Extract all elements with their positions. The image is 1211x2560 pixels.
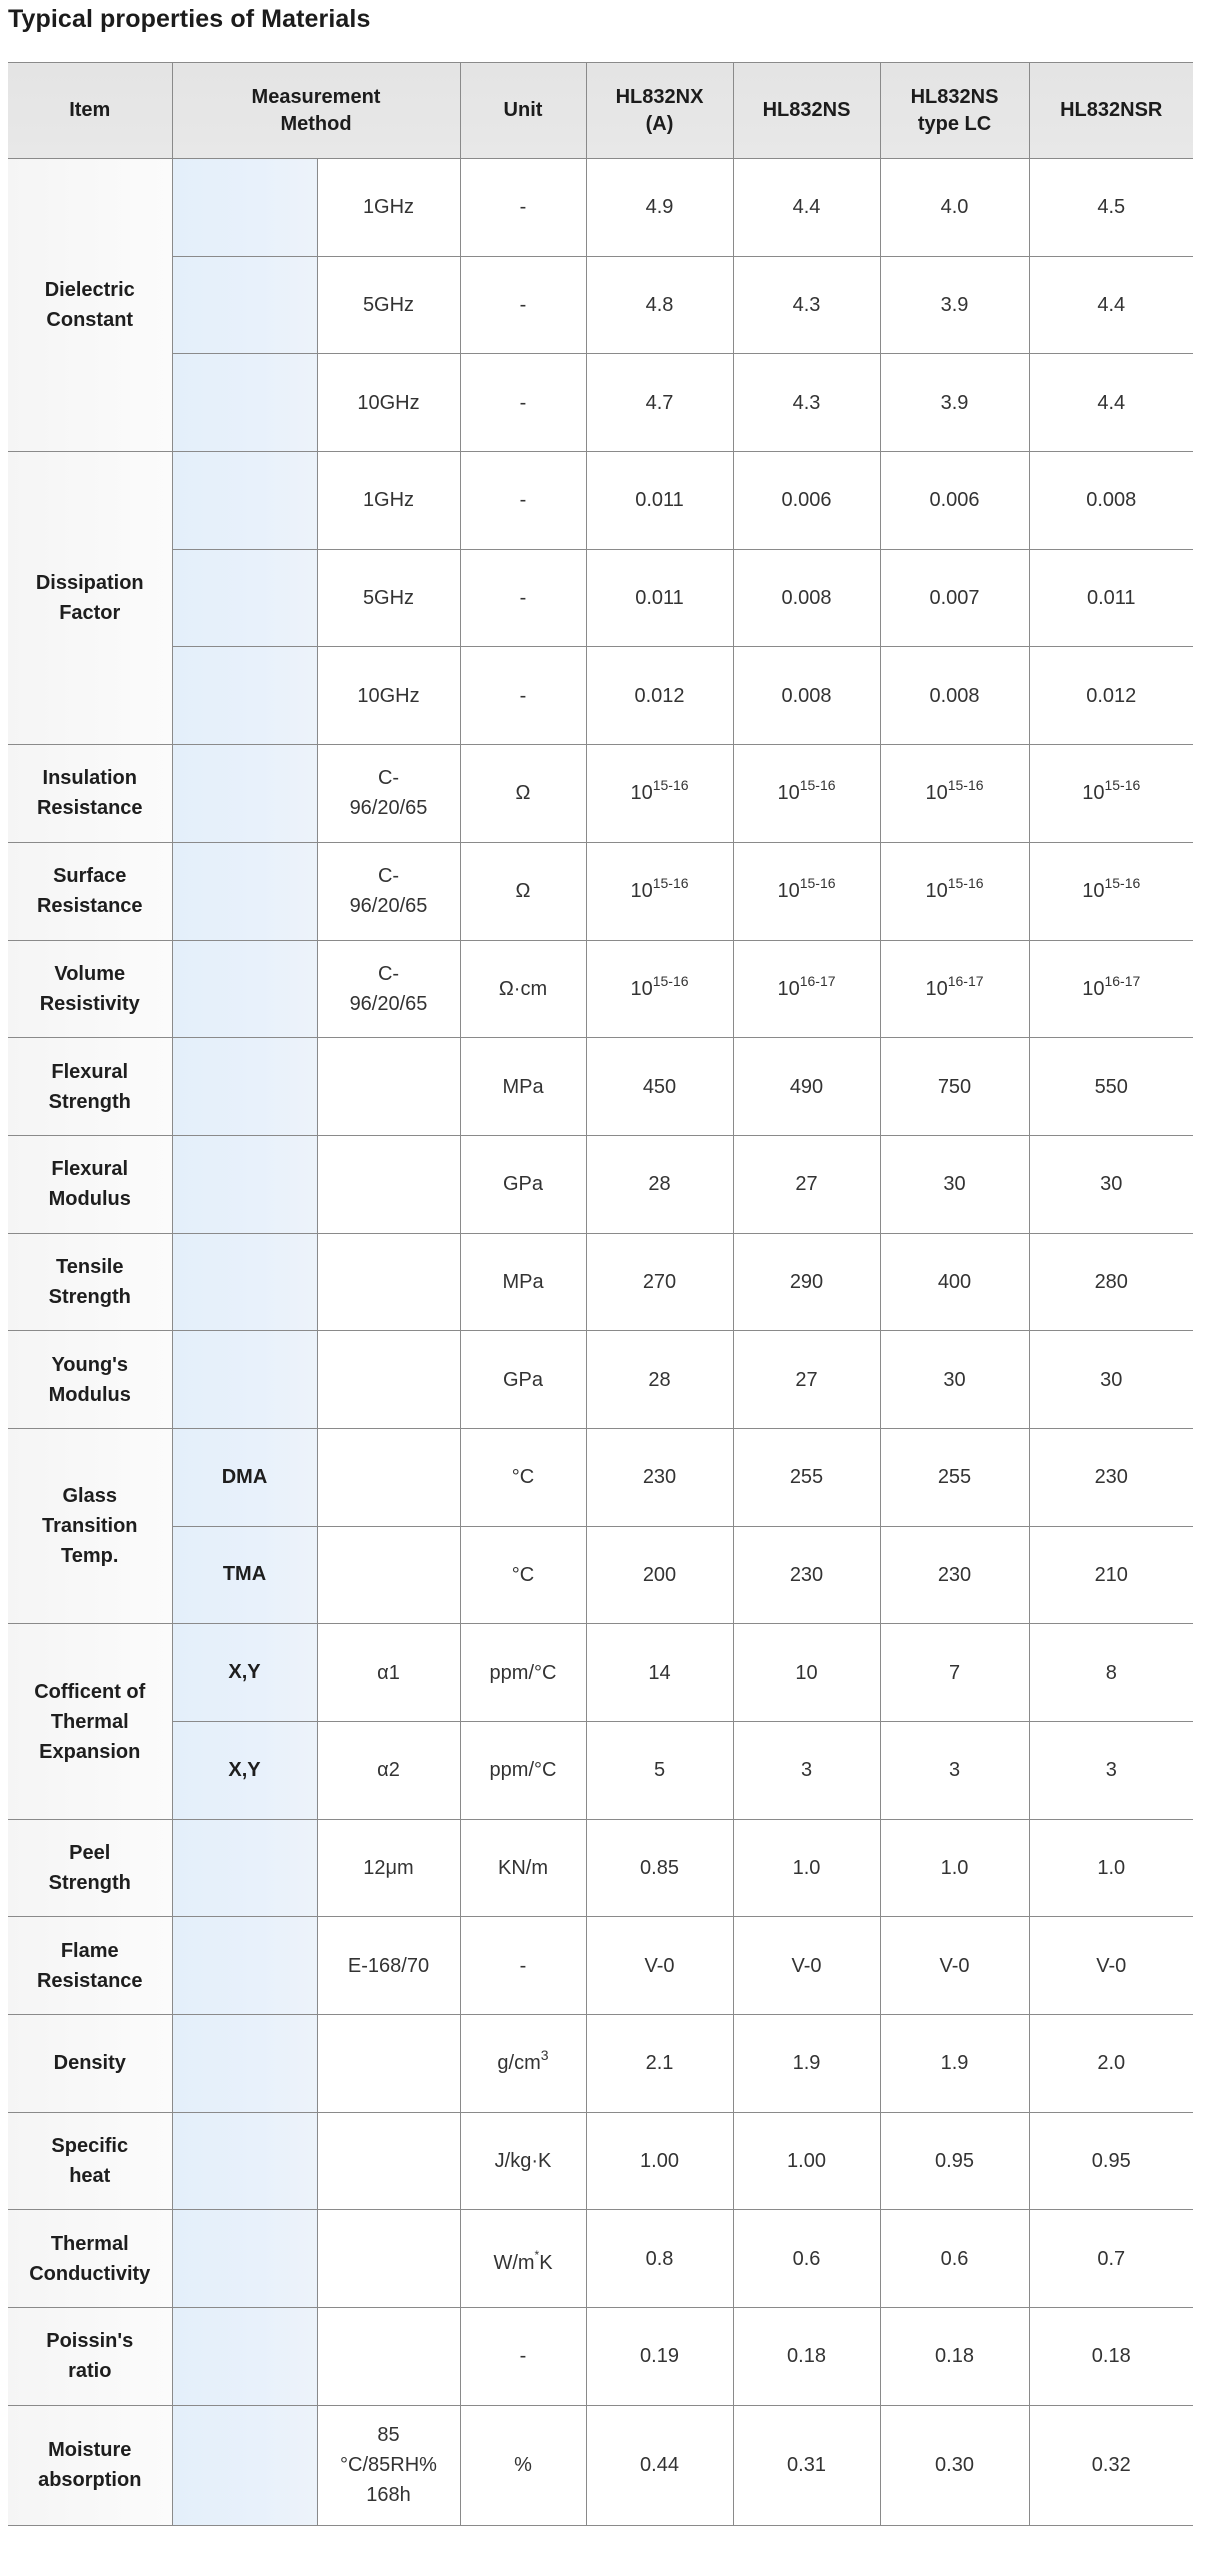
unit-cell: °C — [460, 1428, 586, 1526]
table-row — [8, 2405, 1193, 2525]
value-cell: 0.8 — [586, 2210, 733, 2308]
item-flexural-modulus: Flexural Modulus — [8, 1135, 172, 1233]
table-row — [8, 1526, 1193, 1624]
value-cell: 10$^{15-16}$ — [586, 745, 733, 843]
value-cell: 8 — [1029, 1624, 1193, 1722]
method-cell: C- 96/20/65 — [317, 745, 460, 843]
item-surface-resistance: Surface Resistance — [8, 842, 172, 940]
value-cell: 230 — [586, 1428, 733, 1526]
value-cell: 0.008 — [1029, 452, 1193, 550]
table-row — [8, 1917, 1193, 2015]
value-cell: 4.0 — [880, 159, 1029, 257]
method-cell — [317, 1135, 460, 1233]
table-row — [8, 1722, 1193, 1820]
method-cell: α1 — [317, 1624, 460, 1722]
method-cell: 10GHz — [317, 647, 460, 745]
method-cell: 5GHz — [317, 549, 460, 647]
value-cell: 3.9 — [880, 256, 1029, 354]
sub-method — [172, 2405, 317, 2525]
value-cell: 200 — [586, 1526, 733, 1624]
value-cell: 10 — [733, 1624, 880, 1722]
method-cell: E-168/70 — [317, 1917, 460, 2015]
sub-method — [172, 1038, 317, 1136]
value-cell: 0.011 — [586, 452, 733, 550]
unit-cell: W/m*K — [460, 2210, 586, 2308]
value-cell: 27 — [733, 1331, 880, 1429]
method-cell: 85 °C/85RH% 168h — [317, 2405, 460, 2525]
unit-cell: - — [460, 159, 586, 257]
properties-table — [8, 62, 1193, 2526]
value-cell: 10$^{15-16}$ — [1029, 745, 1193, 843]
value-cell: 0.008 — [733, 647, 880, 745]
value-cell: 7 — [880, 1624, 1029, 1722]
method-cell — [317, 2112, 460, 2210]
sub-method — [172, 940, 317, 1038]
value-cell: 10$^{15-16}$ — [733, 842, 880, 940]
value-cell: 4.7 — [586, 354, 733, 452]
header-product-hl832nsr — [1029, 63, 1193, 159]
value-cell: V-0 — [733, 1917, 880, 2015]
table-row — [8, 2210, 1193, 2308]
value-cell: 255 — [880, 1428, 1029, 1526]
value-cell: 4.5 — [1029, 159, 1193, 257]
method-cell — [317, 2210, 460, 2308]
item-thermal-expansion: Cofficent of Thermal Expansion — [8, 1624, 172, 1819]
value-cell: 2.1 — [586, 2015, 733, 2113]
page-title: Typical properties of Materials — [8, 5, 371, 33]
unit-cell: $g/cm^3$ — [460, 2015, 586, 2113]
value-cell: 0.18 — [1029, 2308, 1193, 2406]
value-cell: 1.0 — [733, 1819, 880, 1917]
value-cell: 30 — [1029, 1331, 1193, 1429]
unit-cell: ppm/°C — [460, 1722, 586, 1820]
value-cell: 490 — [733, 1038, 880, 1136]
table-row — [8, 354, 1193, 452]
sub-method — [172, 1917, 317, 2015]
sub-method — [172, 2210, 317, 2308]
sub-method — [172, 354, 317, 452]
method-cell — [317, 2015, 460, 2113]
value-cell: 0.008 — [880, 647, 1029, 745]
value-cell: 0.012 — [1029, 647, 1193, 745]
table-row — [8, 1331, 1193, 1429]
sub-method — [172, 1233, 317, 1331]
value-cell: 230 — [1029, 1428, 1193, 1526]
value-cell: 0.6 — [733, 2210, 880, 2308]
value-cell: 255 — [733, 1428, 880, 1526]
value-cell: 0.30 — [880, 2405, 1029, 2525]
sub-method-xy: X,Y — [172, 1624, 317, 1722]
sub-method-dma: DMA — [172, 1428, 317, 1526]
method-cell — [317, 2308, 460, 2406]
value-cell: 0.18 — [880, 2308, 1029, 2406]
value-cell: 450 — [586, 1038, 733, 1136]
method-cell: α2 — [317, 1722, 460, 1820]
value-cell: 0.006 — [880, 452, 1029, 550]
sub-method — [172, 2112, 317, 2210]
value-cell: 2.0 — [1029, 2015, 1193, 2113]
value-cell: 4.4 — [1029, 256, 1193, 354]
value-cell: 270 — [586, 1233, 733, 1331]
value-cell: 0.011 — [1029, 549, 1193, 647]
table-row — [8, 256, 1193, 354]
header-item: Item — [8, 63, 172, 159]
item-insulation-resistance: Insulation Resistance — [8, 745, 172, 843]
product-name: HL832NS — [910, 85, 999, 108]
value-cell: 1.0 — [1029, 1819, 1193, 1917]
method-cell: 10GHz — [317, 354, 460, 452]
table-row — [8, 745, 1193, 843]
sub-method — [172, 2015, 317, 2113]
value-cell: 750 — [880, 1038, 1029, 1136]
value-cell: 550 — [1029, 1038, 1193, 1136]
product-variant: type LC — [917, 112, 992, 135]
value-cell: 0.012 — [586, 647, 733, 745]
value-cell: 10$^{15-16}$ — [586, 940, 733, 1038]
value-cell: 10$^{15-16}$ — [586, 842, 733, 940]
sub-method — [172, 1331, 317, 1429]
value-cell: 0.44 — [586, 2405, 733, 2525]
product-name: HL832NS — [762, 99, 851, 121]
item-dielectric-constant: Dielectric Constant — [8, 159, 172, 452]
value-cell: 14 — [586, 1624, 733, 1722]
method-cell: 5GHz — [317, 256, 460, 354]
unit-cell: - — [460, 256, 586, 354]
value-cell: V-0 — [1029, 1917, 1193, 2015]
value-cell: 3.9 — [880, 354, 1029, 452]
value-cell: 4.4 — [733, 159, 880, 257]
unit-cell: % — [460, 2405, 586, 2525]
product-variant: (A) — [645, 112, 674, 135]
table-row — [8, 1819, 1193, 1917]
value-cell: 0.7 — [1029, 2210, 1193, 2308]
method-cell — [317, 1233, 460, 1331]
method-cell — [317, 1038, 460, 1136]
sub-method — [172, 647, 317, 745]
value-cell: 30 — [880, 1331, 1029, 1429]
item-glass-transition-temp: Glass Transition Temp. — [8, 1428, 172, 1623]
table-row — [8, 2112, 1193, 2210]
value-cell: 0.31 — [733, 2405, 880, 2525]
table-row — [8, 1038, 1193, 1136]
table-row — [8, 842, 1193, 940]
item-tensile-strength: Tensile Strength — [8, 1233, 172, 1331]
value-cell: 3 — [733, 1722, 880, 1820]
header-row — [8, 63, 1193, 159]
value-cell: 1.9 — [733, 2015, 880, 2113]
value-cell: 0.95 — [1029, 2112, 1193, 2210]
value-cell: 3 — [1029, 1722, 1193, 1820]
unit-cell: - — [460, 549, 586, 647]
item-poissons-ratio: Poissin's ratio — [8, 2308, 172, 2406]
method-cell — [317, 1331, 460, 1429]
value-cell: 1.0 — [880, 1819, 1029, 1917]
value-cell: 400 — [880, 1233, 1029, 1331]
unit-cell: Ω — [460, 745, 586, 843]
value-cell: 10$^{15-16}$ — [880, 745, 1029, 843]
product-name: HL832NX — [615, 85, 704, 108]
table-row — [8, 2308, 1193, 2406]
method-cell: C- 96/20/65 — [317, 940, 460, 1038]
sub-method — [172, 549, 317, 647]
value-cell: 230 — [880, 1526, 1029, 1624]
item-volume-resistivity: Volume Resistivity — [8, 940, 172, 1038]
value-cell: 4.9 — [586, 159, 733, 257]
header-unit: Unit — [460, 63, 586, 159]
item-peel-strength: Peel Strength — [8, 1819, 172, 1917]
header-product-hl832ns — [733, 63, 880, 159]
item-flame-resistance: Flame Resistance — [8, 1917, 172, 2015]
value-cell: 28 — [586, 1331, 733, 1429]
value-cell: V-0 — [586, 1917, 733, 2015]
unit-cell: GPa — [460, 1331, 586, 1429]
header-measurement-method — [172, 63, 460, 159]
table-row — [8, 1428, 1193, 1526]
item-specific-heat: Specific heat — [8, 2112, 172, 2210]
value-cell: 10$^{16-17}$ — [733, 940, 880, 1038]
value-cell: 4.8 — [586, 256, 733, 354]
value-cell: 4.3 — [733, 354, 880, 452]
value-cell: 0.32 — [1029, 2405, 1193, 2525]
item-moisture-absorption: Moisture absorption — [8, 2405, 172, 2525]
value-cell: 10$^{15-16}$ — [733, 745, 880, 843]
value-cell: V-0 — [880, 1917, 1029, 2015]
unit-cell: MPa — [460, 1038, 586, 1136]
header-method-line2: Method — [280, 112, 352, 135]
sub-method — [172, 2308, 317, 2406]
table-row — [8, 452, 1193, 550]
value-cell: 0.011 — [586, 549, 733, 647]
unit-cell: Ω — [460, 842, 586, 940]
item-youngs-modulus: Young's Modulus — [8, 1331, 172, 1429]
sub-method — [172, 1135, 317, 1233]
header-product-hl832ns-lc — [880, 63, 1029, 159]
table-row — [8, 940, 1193, 1038]
table-row — [8, 1135, 1193, 1233]
value-cell: 4.4 — [1029, 354, 1193, 452]
item-thermal-conductivity: Thermal Conductivity — [8, 2210, 172, 2308]
header-method-line1: Measurement — [251, 85, 381, 108]
value-cell: 10$^{16-17}$ — [880, 940, 1029, 1038]
sub-method-tma: TMA — [172, 1526, 317, 1624]
value-cell: 0.007 — [880, 549, 1029, 647]
value-cell: 0.18 — [733, 2308, 880, 2406]
value-cell: 290 — [733, 1233, 880, 1331]
table-row — [8, 2015, 1193, 2113]
header-product-hl832nx — [586, 63, 733, 159]
sub-method-xy: X,Y — [172, 1722, 317, 1820]
value-cell: 210 — [1029, 1526, 1193, 1624]
value-cell: 28 — [586, 1135, 733, 1233]
method-cell — [317, 1428, 460, 1526]
value-cell: 1.00 — [586, 2112, 733, 2210]
table-row — [8, 1624, 1193, 1722]
unit-cell: J/kg·K — [460, 2112, 586, 2210]
table-row — [8, 549, 1193, 647]
sub-method — [172, 256, 317, 354]
value-cell: 10$^{15-16}$ — [1029, 842, 1193, 940]
unit-cell: ppm/°C — [460, 1624, 586, 1722]
value-cell: 10$^{16-17}$ — [1029, 940, 1193, 1038]
sub-method — [172, 159, 317, 257]
value-cell: 30 — [1029, 1135, 1193, 1233]
unit-cell: - — [460, 2308, 586, 2406]
value-cell: 1.00 — [733, 2112, 880, 2210]
method-cell — [317, 1526, 460, 1624]
method-cell: 12μm — [317, 1819, 460, 1917]
value-cell: 30 — [880, 1135, 1029, 1233]
unit-cell: - — [460, 647, 586, 745]
unit-cell: MPa — [460, 1233, 586, 1331]
method-cell: 1GHz — [317, 452, 460, 550]
sub-method — [172, 745, 317, 843]
method-cell: 1GHz — [317, 159, 460, 257]
item-flexural-strength: Flexural Strength — [8, 1038, 172, 1136]
unit-cell: KN/m — [460, 1819, 586, 1917]
value-cell: 0.85 — [586, 1819, 733, 1917]
value-cell: 0.95 — [880, 2112, 1029, 2210]
value-cell: 10$^{15-16}$ — [880, 842, 1029, 940]
unit-cell: GPa — [460, 1135, 586, 1233]
value-cell: 0.008 — [733, 549, 880, 647]
table-row — [8, 647, 1193, 745]
value-cell: 5 — [586, 1722, 733, 1820]
method-cell: C- 96/20/65 — [317, 842, 460, 940]
value-cell: 3 — [880, 1722, 1029, 1820]
table-row — [8, 159, 1193, 257]
unit-cell: - — [460, 1917, 586, 2015]
unit-cell: Ω·cm — [460, 940, 586, 1038]
value-cell: 0.006 — [733, 452, 880, 550]
unit-cell: °C — [460, 1526, 586, 1624]
unit-cell: - — [460, 354, 586, 452]
value-cell: 1.9 — [880, 2015, 1029, 2113]
value-cell: 0.6 — [880, 2210, 1029, 2308]
table-row — [8, 1233, 1193, 1331]
item-dissipation-factor: Dissipation Factor — [8, 452, 172, 745]
sub-method — [172, 842, 317, 940]
value-cell: 4.3 — [733, 256, 880, 354]
sub-method — [172, 1819, 317, 1917]
sub-method — [172, 452, 317, 550]
product-name: HL832NSR — [1060, 99, 1163, 121]
unit-cell: - — [460, 452, 586, 550]
value-cell: 280 — [1029, 1233, 1193, 1331]
item-density: Density — [8, 2015, 172, 2113]
value-cell: 230 — [733, 1526, 880, 1624]
value-cell: 0.19 — [586, 2308, 733, 2406]
value-cell: 27 — [733, 1135, 880, 1233]
